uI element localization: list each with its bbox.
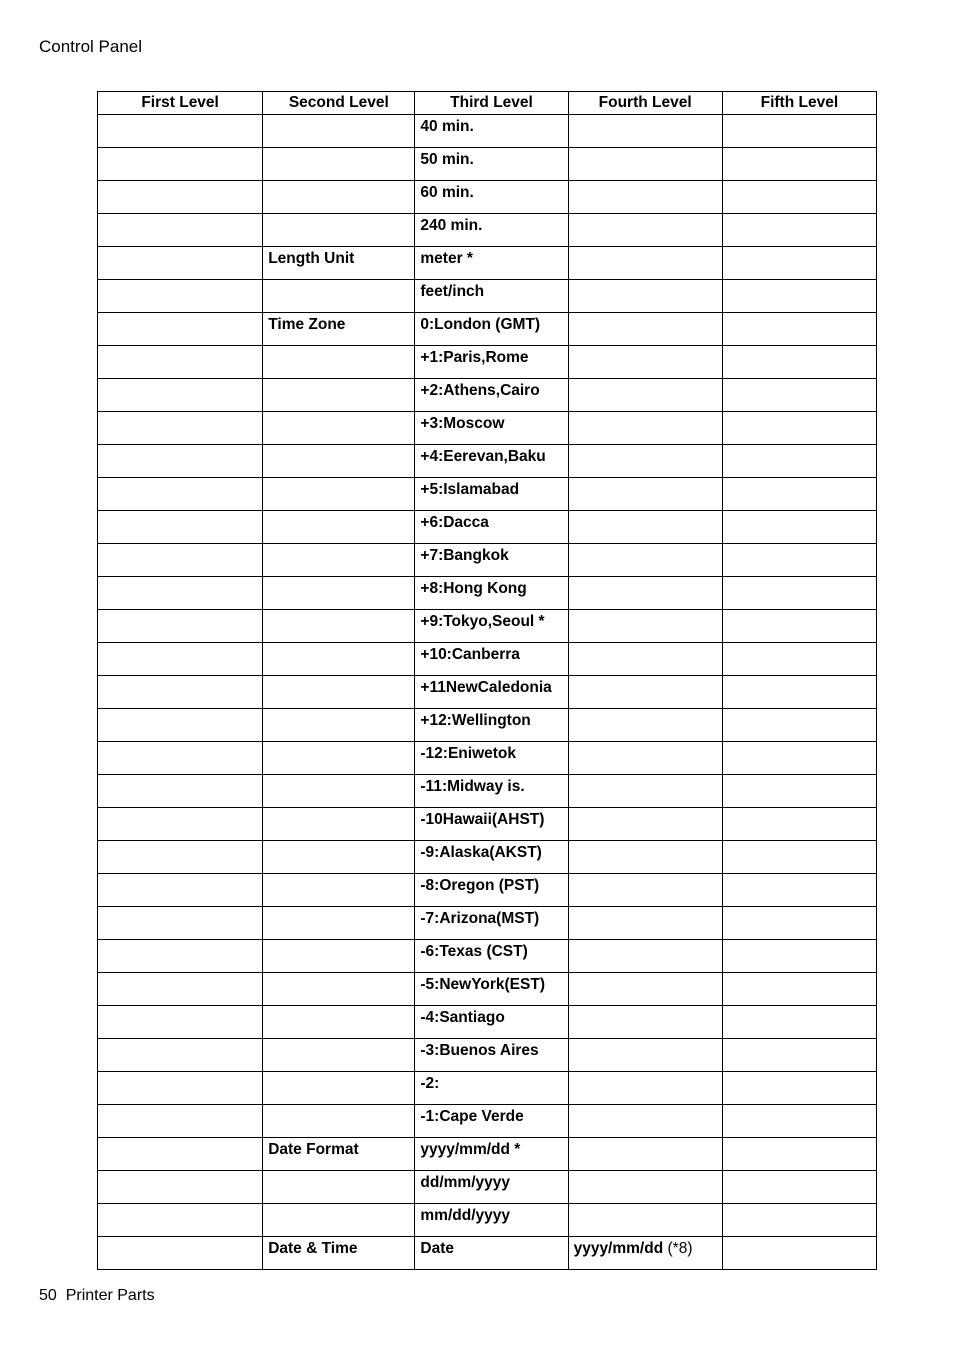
cell-fifth-level xyxy=(722,313,876,346)
cell-fifth-level xyxy=(722,973,876,1006)
cell-text: meter * xyxy=(420,250,473,267)
cell-third-level xyxy=(415,379,568,412)
cell-fourth-level xyxy=(568,181,722,214)
cell-second-level xyxy=(263,412,415,445)
cell-fourth-level xyxy=(568,115,722,148)
cell-first-level xyxy=(98,346,263,379)
cell-text: 40 min. xyxy=(420,118,474,135)
cell-text: -6:Texas (CST) xyxy=(420,943,528,960)
cell-first-level xyxy=(98,511,263,544)
cell-second-level xyxy=(263,379,415,412)
cell-third-level xyxy=(415,841,568,874)
cell-first-level xyxy=(98,214,263,247)
cell-text: +7:Bangkok xyxy=(420,547,509,564)
cell-text: dd/mm/yyyy xyxy=(420,1174,510,1191)
cell-fourth-level xyxy=(568,544,722,577)
table-row xyxy=(98,841,877,874)
cell-first-level xyxy=(98,412,263,445)
cell-second-level xyxy=(263,1204,415,1237)
cell-text: -9:Alaska(AKST) xyxy=(420,844,542,861)
cell-third-level xyxy=(415,478,568,511)
cell-first-level xyxy=(98,907,263,940)
cell-fifth-level xyxy=(722,1138,876,1171)
cell-text: 240 min. xyxy=(420,217,483,234)
cell-text: 60 min. xyxy=(420,184,474,201)
cell-second-level xyxy=(263,676,415,709)
cell-fifth-level xyxy=(722,1204,876,1237)
table-body xyxy=(98,115,877,1270)
cell-text: -12:Eniwetok xyxy=(420,745,516,762)
cell-second-level xyxy=(263,940,415,973)
cell-text: -5:NewYork(EST) xyxy=(420,976,545,993)
cell-third-level xyxy=(415,346,568,379)
cell-fifth-level xyxy=(722,841,876,874)
cell-third-level xyxy=(415,643,568,676)
control-panel-menu-table xyxy=(97,91,877,1270)
cell-first-level xyxy=(98,709,263,742)
cell-third-level xyxy=(415,1171,568,1204)
cell-fourth-level xyxy=(568,511,722,544)
cell-fourth-level xyxy=(568,379,722,412)
cell-first-level xyxy=(98,1006,263,1039)
cell-fifth-level xyxy=(722,445,876,478)
cell-second-level xyxy=(263,643,415,676)
cell-text: 50 min. xyxy=(420,151,474,168)
cell-fifth-level xyxy=(722,940,876,973)
cell-third-level xyxy=(415,412,568,445)
cell-second-level xyxy=(263,148,415,181)
table-row xyxy=(98,1006,877,1039)
cell-third-level xyxy=(415,676,568,709)
cell-fourth-level xyxy=(568,841,722,874)
cell-first-level xyxy=(98,1105,263,1138)
cell-fifth-level xyxy=(722,346,876,379)
cell-second-level xyxy=(263,247,415,280)
cell-third-level xyxy=(415,247,568,280)
cell-third-level xyxy=(415,511,568,544)
cell-second-level xyxy=(263,1006,415,1039)
cell-third-level xyxy=(415,907,568,940)
cell-second-level xyxy=(263,808,415,841)
cell-text: +12:Wellington xyxy=(420,712,531,729)
table-row xyxy=(98,379,877,412)
cell-third-level xyxy=(415,973,568,1006)
table-row xyxy=(98,412,877,445)
cell-fourth-level xyxy=(568,940,722,973)
cell-first-level xyxy=(98,115,263,148)
cell-fifth-level xyxy=(722,709,876,742)
table-row xyxy=(98,907,877,940)
table-row xyxy=(98,1105,877,1138)
table-row xyxy=(98,709,877,742)
cell-text: Length Unit xyxy=(268,250,355,267)
cell-fourth-level xyxy=(568,643,722,676)
cell-fourth-level xyxy=(568,742,722,775)
cell-third-level xyxy=(415,1204,568,1237)
column-header-fifth-level: Fifth Level xyxy=(722,92,876,115)
cell-third-level xyxy=(415,1105,568,1138)
cell-fourth-level xyxy=(568,907,722,940)
cell-first-level xyxy=(98,181,263,214)
cell-text: -8:Oregon (PST) xyxy=(420,877,540,894)
cell-first-level xyxy=(98,1237,263,1270)
cell-third-level xyxy=(415,610,568,643)
table-row xyxy=(98,511,877,544)
cell-second-level xyxy=(263,577,415,610)
cell-fifth-level xyxy=(722,1237,876,1270)
cell-first-level xyxy=(98,1171,263,1204)
cell-third-level xyxy=(415,1006,568,1039)
cell-second-level xyxy=(263,1138,415,1171)
cell-second-level xyxy=(263,709,415,742)
column-header-third-level: Third Level xyxy=(415,92,568,115)
cell-first-level xyxy=(98,676,263,709)
cell-fifth-level xyxy=(722,808,876,841)
cell-second-level xyxy=(263,1105,415,1138)
cell-text: +10:Canberra xyxy=(420,646,520,663)
cell-fourth-level xyxy=(568,247,722,280)
cell-text: Time Zone xyxy=(268,316,346,333)
cell-fourth-level xyxy=(568,775,722,808)
cell-third-level xyxy=(415,775,568,808)
table-row xyxy=(98,973,877,1006)
cell-first-level xyxy=(98,280,263,313)
cell-fourth-level xyxy=(568,709,722,742)
cell-fifth-level xyxy=(722,643,876,676)
cell-first-level xyxy=(98,313,263,346)
cell-text: Date Format xyxy=(268,1141,359,1158)
table-row xyxy=(98,874,877,907)
cell-fourth-level xyxy=(568,973,722,1006)
cell-fifth-level xyxy=(722,742,876,775)
cell-third-level xyxy=(415,742,568,775)
cell-fourth-level xyxy=(568,1138,722,1171)
cell-first-level xyxy=(98,874,263,907)
cell-first-level xyxy=(98,1138,263,1171)
cell-text: -2: xyxy=(420,1075,440,1092)
table-row xyxy=(98,1072,877,1105)
cell-second-level xyxy=(263,544,415,577)
cell-fourth-level xyxy=(568,1072,722,1105)
cell-first-level xyxy=(98,808,263,841)
cell-second-level xyxy=(263,313,415,346)
cell-text: +9:Tokyo,Seoul * xyxy=(420,613,545,630)
cell-fifth-level xyxy=(722,1171,876,1204)
cell-fifth-level xyxy=(722,379,876,412)
cell-text: Date xyxy=(420,1240,454,1257)
cell-text: yyyy/mm/dd * xyxy=(420,1141,521,1158)
cell-fourth-level xyxy=(568,610,722,643)
table-row xyxy=(98,742,877,775)
cell-text: +1:Paris,Rome xyxy=(420,349,529,366)
cell-text: -3:Buenos Aires xyxy=(420,1042,539,1059)
cell-fourth-level xyxy=(568,1105,722,1138)
cell-text: -10Hawaii(AHST) xyxy=(420,811,545,828)
cell-second-level xyxy=(263,874,415,907)
cell-first-level xyxy=(98,544,263,577)
page-number: 50 xyxy=(39,1287,57,1304)
cell-second-level xyxy=(263,1039,415,1072)
cell-second-level xyxy=(263,1171,415,1204)
cell-third-level xyxy=(415,940,568,973)
cell-second-level xyxy=(263,346,415,379)
cell-text: -1:Cape Verde xyxy=(420,1108,524,1125)
table-header-row xyxy=(98,92,877,115)
cell-first-level xyxy=(98,445,263,478)
table-row xyxy=(98,544,877,577)
cell-fourth-level xyxy=(568,214,722,247)
cell-fifth-level xyxy=(722,1006,876,1039)
cell-fourth-level xyxy=(568,1204,722,1237)
cell-first-level xyxy=(98,379,263,412)
cell-second-level xyxy=(263,1237,415,1270)
cell-text: mm/dd/yyyy xyxy=(420,1207,510,1224)
cell-third-level xyxy=(415,1138,568,1171)
cell-text: Date & Time xyxy=(268,1240,358,1257)
cell-second-level xyxy=(263,280,415,313)
cell-fourth-level xyxy=(568,1006,722,1039)
cell-first-level xyxy=(98,1204,263,1237)
cell-fifth-level xyxy=(722,247,876,280)
cell-first-level xyxy=(98,742,263,775)
table-row xyxy=(98,280,877,313)
cell-second-level xyxy=(263,115,415,148)
cell-fourth-level xyxy=(568,1171,722,1204)
table-row xyxy=(98,1039,877,1072)
cell-text: 0:London (GMT) xyxy=(420,316,541,333)
cell-fifth-level xyxy=(722,181,876,214)
cell-first-level xyxy=(98,1072,263,1105)
cell-fourth-level xyxy=(568,148,722,181)
table-row xyxy=(98,115,877,148)
column-header-second-level: Second Level xyxy=(263,92,415,115)
table-row xyxy=(98,775,877,808)
table-header xyxy=(98,92,877,115)
cell-fourth-level xyxy=(568,1039,722,1072)
table-row xyxy=(98,346,877,379)
cell-first-level xyxy=(98,940,263,973)
table-row xyxy=(98,247,877,280)
table-row xyxy=(98,1138,877,1171)
page-footer xyxy=(39,1287,155,1305)
cell-fifth-level xyxy=(722,1039,876,1072)
cell-second-level xyxy=(263,907,415,940)
table-row xyxy=(98,577,877,610)
cell-first-level xyxy=(98,610,263,643)
cell-fourth-level xyxy=(568,412,722,445)
cell-first-level xyxy=(98,973,263,1006)
cell-fifth-level xyxy=(722,478,876,511)
cell-fifth-level xyxy=(722,214,876,247)
cell-fourth-level xyxy=(568,874,722,907)
cell-fifth-level xyxy=(722,874,876,907)
cell-fifth-level xyxy=(722,610,876,643)
cell-first-level xyxy=(98,1039,263,1072)
cell-fifth-level xyxy=(722,412,876,445)
cell-first-level xyxy=(98,577,263,610)
page-header-title: Control Panel xyxy=(39,37,143,56)
cell-third-level xyxy=(415,874,568,907)
cell-fourth-level xyxy=(568,577,722,610)
cell-first-level xyxy=(98,148,263,181)
cell-third-level xyxy=(415,115,568,148)
cell-second-level xyxy=(263,973,415,1006)
cell-third-level xyxy=(415,313,568,346)
cell-second-level xyxy=(263,610,415,643)
table-row xyxy=(98,1204,877,1237)
footnote-reference: (*8) xyxy=(667,1240,693,1257)
cell-third-level xyxy=(415,445,568,478)
cell-fifth-level xyxy=(722,775,876,808)
cell-fifth-level xyxy=(722,577,876,610)
cell-text: +2:Athens,Cairo xyxy=(420,382,540,399)
cell-first-level xyxy=(98,247,263,280)
cell-second-level xyxy=(263,841,415,874)
cell-first-level xyxy=(98,643,263,676)
cell-text: -4:Santiago xyxy=(420,1009,505,1026)
cell-second-level xyxy=(263,445,415,478)
cell-text: +3:Moscow xyxy=(420,415,505,432)
cell-fourth-level xyxy=(568,313,722,346)
cell-first-level xyxy=(98,478,263,511)
cell-fifth-level xyxy=(722,907,876,940)
table-row xyxy=(98,478,877,511)
cell-fourth-level xyxy=(568,478,722,511)
cell-third-level xyxy=(415,709,568,742)
table-row xyxy=(98,1237,877,1270)
cell-fifth-level xyxy=(722,115,876,148)
cell-fifth-level xyxy=(722,1105,876,1138)
table-row xyxy=(98,181,877,214)
cell-second-level xyxy=(263,1072,415,1105)
cell-text: feet/inch xyxy=(420,283,485,300)
footer-section-title: Printer Parts xyxy=(65,1287,155,1304)
table-row xyxy=(98,676,877,709)
table-row xyxy=(98,1171,877,1204)
cell-text: +8:Hong Kong xyxy=(420,580,527,597)
column-header-fourth-level: Fourth Level xyxy=(568,92,722,115)
cell-third-level xyxy=(415,1237,568,1270)
table-row xyxy=(98,940,877,973)
cell-second-level xyxy=(263,511,415,544)
cell-second-level xyxy=(263,181,415,214)
cell-fifth-level xyxy=(722,280,876,313)
table-row xyxy=(98,214,877,247)
cell-second-level xyxy=(263,214,415,247)
cell-fifth-level xyxy=(722,148,876,181)
cell-fifth-level xyxy=(722,676,876,709)
cell-third-level xyxy=(415,280,568,313)
cell-text: yyyy/mm/dd xyxy=(573,1240,664,1257)
cell-second-level xyxy=(263,742,415,775)
table-row xyxy=(98,808,877,841)
cell-text: -7:Arizona(MST) xyxy=(420,910,540,927)
cell-third-level xyxy=(415,1072,568,1105)
cell-third-level xyxy=(415,544,568,577)
table-row xyxy=(98,610,877,643)
cell-first-level xyxy=(98,775,263,808)
cell-fourth-level xyxy=(568,676,722,709)
cell-fourth-level xyxy=(568,1237,722,1270)
table-row xyxy=(98,313,877,346)
table-row xyxy=(98,148,877,181)
cell-text: +11NewCaledonia xyxy=(420,679,552,696)
table-row xyxy=(98,643,877,676)
cell-fourth-level xyxy=(568,280,722,313)
cell-fourth-level xyxy=(568,445,722,478)
cell-text: -11:Midway is. xyxy=(420,778,525,795)
cell-third-level xyxy=(415,1039,568,1072)
cell-third-level xyxy=(415,148,568,181)
cell-third-level xyxy=(415,214,568,247)
cell-fifth-level xyxy=(722,511,876,544)
cell-text: +5:Islamabad xyxy=(420,481,520,498)
cell-fifth-level xyxy=(722,544,876,577)
cell-third-level xyxy=(415,577,568,610)
column-header-first-level: First Level xyxy=(98,92,263,115)
cell-first-level xyxy=(98,841,263,874)
cell-fifth-level xyxy=(722,1072,876,1105)
cell-text: +6:Dacca xyxy=(420,514,489,531)
cell-fourth-level xyxy=(568,346,722,379)
cell-fourth-level xyxy=(568,808,722,841)
cell-text: +4:Eerevan,Baku xyxy=(420,448,546,465)
cell-second-level xyxy=(263,775,415,808)
cell-second-level xyxy=(263,478,415,511)
table-row xyxy=(98,445,877,478)
cell-third-level xyxy=(415,808,568,841)
cell-third-level xyxy=(415,181,568,214)
